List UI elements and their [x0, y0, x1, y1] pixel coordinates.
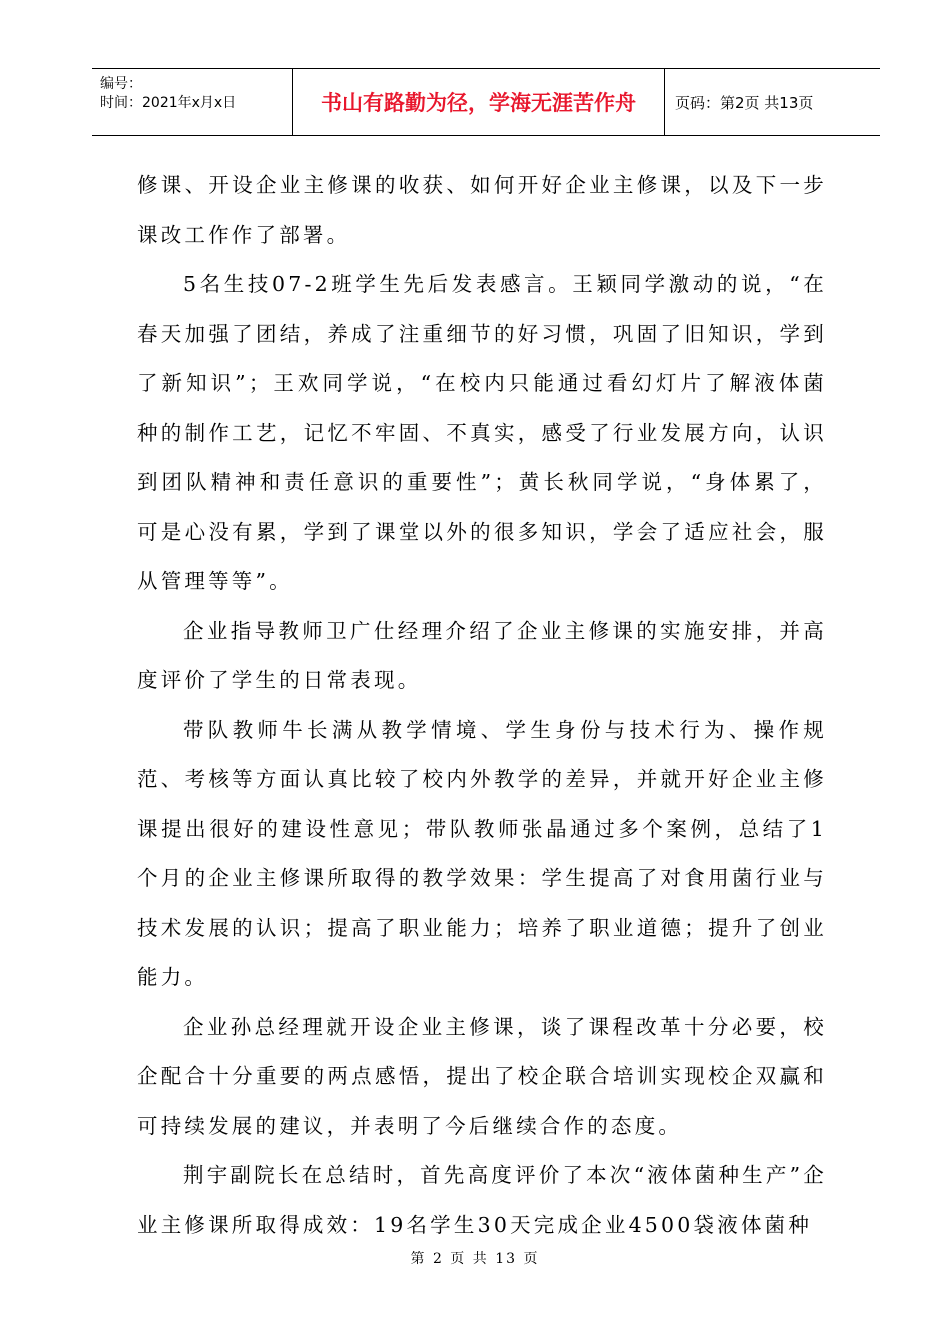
- paragraph-vice-president: 荆宇副院长在总结时，首先高度评价了本次“液体菌种生产”企业主修课所取得成效：19名学生30天完成企业4500袋液体菌种: [137, 1163, 827, 1237]
- paragraph-general-manager: 企业孙总经理就开设企业主修课，谈了课程改革十分必要，校企配合十分重要的两点感悟，提出了校企联合培训实现校企双赢和可持续发展的建议，并表明了今后继续合作的态度。: [137, 1014, 827, 1138]
- paragraph-continuation: 修课、开设企业主修课的收获、如何开好企业主修课，以及下一步课改工作作了部署。: [137, 173, 827, 247]
- header-meta: [92, 69, 293, 135]
- document-number-label: 编号：: [100, 76, 142, 92]
- page-header: [92, 68, 880, 136]
- paragraph-lead-teachers: 带队教师牛长满从教学情境、学生身份与技术行为、操作规范、考核等方面认真比较了校内外教学的差异，并就开好企业主修课提出很好的建设性意见；带队教师张晶通过多个案例，总结了1个月的企业主修课所取得的教学效果：学生提高了对食用菌行业与技术发展的认识；提高了职业能力；培养了职业道德；提升了创业能力。: [137, 717, 827, 989]
- header-motto: 书山有路勤为径，学海无涯苦作舟: [293, 69, 665, 135]
- page-footer: 第 2 页 共 13 页: [410, 1251, 540, 1267]
- paragraph-student-remarks: 5名生技07-2班学生先后发表感言。王颖同学激动的说，“在春天加强了团结，养成了注重细节的好习惯，巩固了旧知识，学到了新知识”；王欢同学说，“在校内只能通过看幻灯片了解液体菌种的制作工艺，记忆不牢固、不真实，感受了行业发展方向，认识到团队精神和责任意识的重要性”；黄长秋同学说，“身体累了，可是心没有累，学到了课堂以外的很多知识，学会了适应社会，服从管理等等”。: [137, 272, 827, 593]
- header-page-info: 页码：第2页 共13页: [675, 93, 814, 112]
- document-body: [137, 161, 827, 1250]
- document-time-label: 时间：2021年x月x日: [100, 95, 237, 111]
- paragraph-enterprise-teacher: 企业指导教师卫广仕经理介绍了企业主修课的实施安排，并高度评价了学生的日常表现。: [137, 618, 827, 692]
